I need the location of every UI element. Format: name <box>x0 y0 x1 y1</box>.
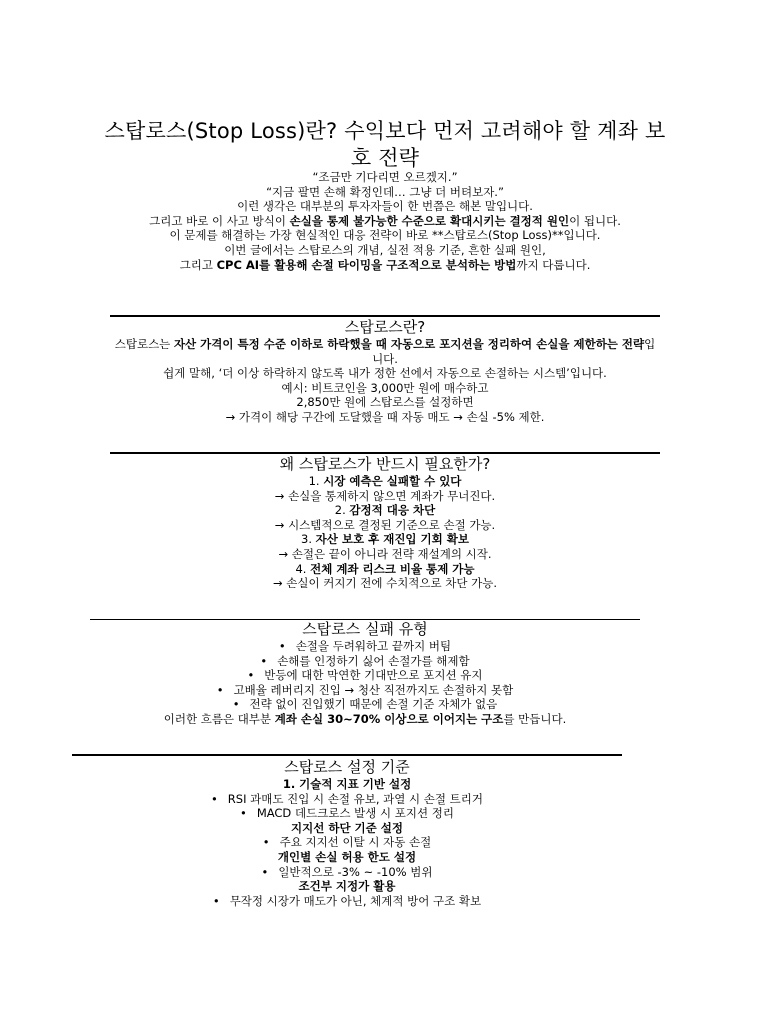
criteria-heading-4-text: 조건부 지정가 활용 <box>298 879 396 894</box>
reason-2-heading <box>110 503 660 518</box>
intro-block <box>100 170 670 272</box>
failure-summary-text: 이러한 흐름은 대부분 <box>163 711 275 726</box>
criteria-heading-3-text: 개인별 손실 허용 한도 설정 <box>277 849 417 864</box>
reason-3-heading <box>110 532 660 547</box>
reason-2-desc: → 시스템적으로 결정된 기준으로 손절 가능. <box>274 517 496 532</box>
reason-4-heading <box>110 562 660 577</box>
intro-line-5: 이 문제를 해결하는 가장 현실적인 대응 전략이 바로 **스탑로스(Stop Loss)**입니다. <box>169 228 601 243</box>
intro-line-3: 이런 생각은 대부분의 투자자들이 한 번쯤은 해본 말입니다. <box>237 199 533 214</box>
section-1-def-text: 스탑로스는 <box>114 337 174 351</box>
failure-bullet-5: • 전략 없이 진입했기 때문에 손절 기준 자체가 없음 <box>90 697 640 712</box>
reason-3-number: 3. <box>301 532 316 547</box>
failure-bullet-2: • 손해를 인정하기 싫어 손절가를 해제함 <box>90 654 640 669</box>
criteria-heading-1 <box>72 777 622 792</box>
section-setting-criteria <box>72 758 622 908</box>
page-title: 스탑로스(Stop Loss)란? 수익보다 먼저 고려해야 할 계좌 보호 전략 <box>104 119 666 170</box>
section-failure-types <box>90 620 640 727</box>
failure-summary-bold: 계좌 손실 30~70% 이상으로 이어지는 구조 <box>274 711 504 726</box>
section-2-heading: 왜 스탑로스가 반드시 필요한가? <box>279 455 491 473</box>
criteria-heading-2 <box>72 821 622 836</box>
section-3-heading: 스탑로스 실패 유형 <box>302 620 428 638</box>
section-divider-2 <box>110 452 660 454</box>
criteria-bullet-2: • MACD 데드크로스 발생 시 포지션 정리 <box>72 806 622 821</box>
section-1-example-2: 2,850만 원에 스탑로스를 설정하면 <box>296 395 474 410</box>
criteria-heading-3 <box>72 850 622 865</box>
reason-4-number: 4. <box>295 561 311 576</box>
section-divider-4 <box>72 754 622 756</box>
section-what-is-stoploss <box>110 318 660 425</box>
intro-line-7 <box>100 258 670 273</box>
section-1-line-2: 쉽게 말해, ‘더 이상 하락하지 않도록 내가 정한 선에서 자동으로 손절하는 시스템’입니다. <box>163 366 607 381</box>
failure-bullet-1: • 손절을 두려워하고 끝까지 버팀 <box>90 639 640 654</box>
intro-line-4-end: 이 됩니다. <box>569 213 621 228</box>
reason-1-heading <box>110 474 660 489</box>
section-1-def-end: 입니다. <box>372 337 656 366</box>
intro-line-7-end: 까지 다룹니다. <box>516 257 591 272</box>
intro-quote-1: “조금만 기다리면 오르겠지.” <box>312 170 458 184</box>
section-why-needed <box>110 455 660 591</box>
criteria-heading-4 <box>72 879 622 894</box>
intro-line-4 <box>100 214 670 229</box>
failure-summary-end: 를 만듭니다. <box>503 711 567 726</box>
reason-3-desc: → 손절은 끝이 아니라 전략 재설계의 시작. <box>278 546 492 561</box>
failure-bullet-3: • 반등에 대한 막연한 기대만으로 포지션 유지 <box>90 668 640 683</box>
intro-line-4-text: 그리고 바로 이 사고 방식이 <box>149 213 290 228</box>
intro-line-6: 이번 글에서는 스탑로스의 개념, 실전 적용 기준, 흔한 실패 원인, <box>224 242 546 257</box>
reason-4-title: 전체 계좌 리스크 비율 통제 가능 <box>310 561 475 576</box>
reason-3-title: 자산 보호 후 재진입 기회 확보 <box>315 532 469 547</box>
failure-summary <box>90 712 640 727</box>
section-1-example-3: → 가격이 해당 구간에 도달했을 때 자동 매도 → 손실 -5% 제한. <box>225 409 545 424</box>
reason-1-title: 시장 예측은 실패할 수 있다 <box>323 474 462 488</box>
criteria-bullet-3: • 주요 지지선 이탈 시 자동 손절 <box>72 835 622 850</box>
criteria-bullet-5: • 무작정 시장가 매도가 아닌, 체계적 방어 구조 확보 <box>72 894 622 909</box>
criteria-bullet-4: • 일반적으로 -3% ~ -10% 범위 <box>72 865 622 880</box>
section-divider-1 <box>110 315 660 317</box>
section-4-heading: 스탑로스 설정 기준 <box>284 758 410 776</box>
section-1-example-1: 예시: 비트코인을 3,000만 원에 매수하고 <box>281 380 489 395</box>
intro-line-7-bold: CPC AI를 활용해 손절 타이밍을 구조적으로 분석하는 방법 <box>216 257 517 272</box>
criteria-heading-1-text: 1. 기술적 지표 기반 설정 <box>282 777 412 791</box>
reason-2-number: 2. <box>334 503 350 518</box>
intro-line-7-text: 그리고 <box>179 257 217 272</box>
intro-line-4-bold: 손실을 통제 불가능한 수준으로 확대시키는 결정적 원인 <box>289 213 570 228</box>
reason-4-desc: → 손실이 커지기 전에 수치적으로 차단 가능. <box>272 576 498 591</box>
reason-2-title: 감정적 대응 차단 <box>349 503 436 518</box>
section-1-heading: 스탑로스란? <box>344 318 426 336</box>
section-1-def-bold: 자산 가격이 특정 수준 이하로 하락했을 때 자동으로 포지션을 정리하여 손실을 제한하는 전략 <box>173 337 645 351</box>
criteria-heading-2-text: 지지선 하단 기준 설정 <box>291 820 403 835</box>
reason-1-desc: → 손실을 통제하지 않으면 계좌가 무너진다. <box>274 488 496 503</box>
section-1-definition <box>110 337 660 366</box>
intro-quote-2: “지금 팔면 손해 확정인데… 그냥 더 버텨보자.” <box>266 184 504 199</box>
criteria-bullet-1: • RSI 과매도 진입 시 손절 유보, 과열 시 손절 트리거 <box>72 792 622 807</box>
reason-1-number: 1. <box>308 474 324 488</box>
failure-bullet-4: • 고배율 레버리지 진입 → 청산 직전까지도 손절하지 못함 <box>90 683 640 698</box>
